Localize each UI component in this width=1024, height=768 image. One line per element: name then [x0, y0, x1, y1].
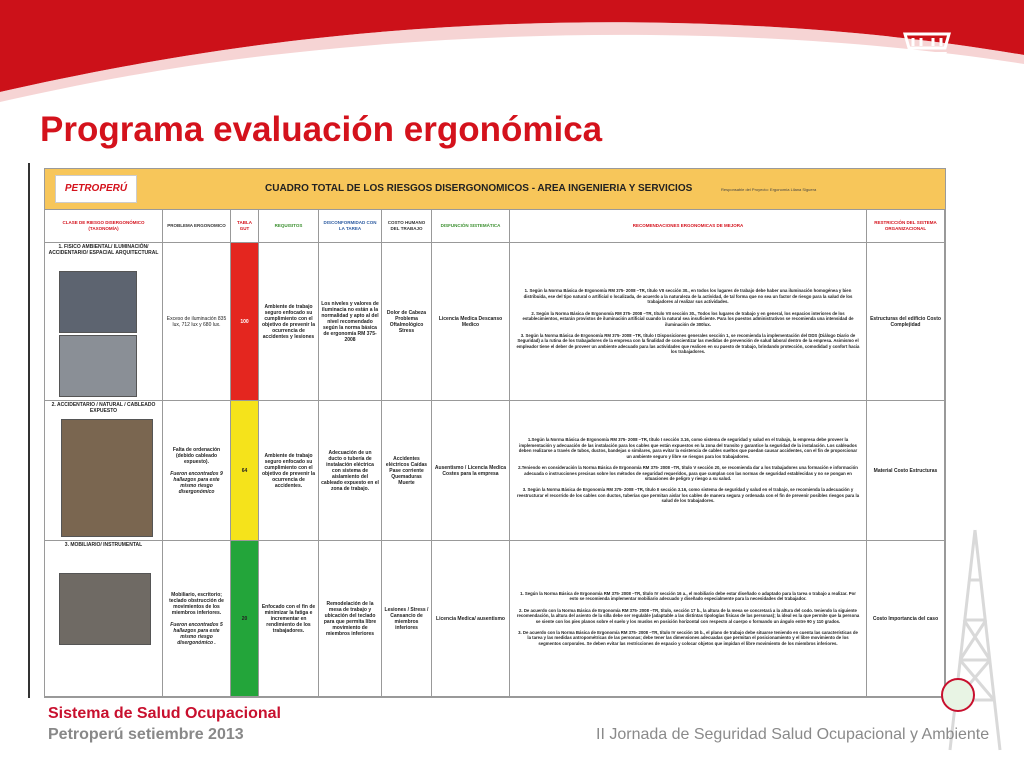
- row2-problem: Falta de ordenación (debido cableado expuesto).: [172, 446, 221, 465]
- header-taxonomy: CLASE DE RIESGO DISERGONÓMICO (TAXONOMÍA): [45, 209, 163, 243]
- row3-requirements: Enfocado con el fin de minimizar la fatiga e incrementar en rendimiento de los trabajadores.: [259, 541, 319, 697]
- header-requirements: REQUISITOS: [259, 209, 319, 243]
- row3-gut: 20: [231, 541, 259, 697]
- oil-tower-icon: [930, 520, 1020, 760]
- row2-problem-cell: [163, 401, 231, 541]
- header-nonconformity: DISCONFORMIDAD CON LA TAREA: [319, 209, 382, 243]
- row2-problem-note: Fueron encontrados 9 hallazgos para este mismo riesgo disergonómico: [170, 470, 223, 495]
- row3-rec-1: 1. Según la Norma Básica de Ergonomía RM 375- 2008 –TR, título IV sección 16 a., el mobiliario debe estar diseñado o adaptado para la tarea o trabajo a realizar. Por esto se recomienda implementar mobiliario adecuado y diseñado especialmente para la necesidades del trabajador.: [520, 590, 856, 602]
- row1-photo-1: [59, 271, 137, 333]
- footer-event: II Jornada de Seguridad Salud Ocupacional y Ambiente: [596, 726, 990, 743]
- row1-problem: Exceso de iluminación 835 lux, 712 lux y 680 lux.: [166, 315, 227, 328]
- sheet-logo: PETROPERÚ: [55, 175, 137, 203]
- row3-recommendations: [510, 541, 867, 697]
- row1-restriction: Estructuras del edificio Costo Complejidad: [867, 243, 945, 401]
- row1-human-cost: Dolor de Cabeza Problema Oftalmológico Stress: [382, 243, 432, 401]
- row3-taxonomy: 3. MOBILIARIO/ INSTRUMENTAL: [64, 542, 143, 548]
- header-human-cost: COSTO HUMANO DEL TRABAJO: [382, 209, 432, 243]
- row1-photo-2: [59, 335, 137, 397]
- header-dysfunction: DISFUNCIÓN SISTEMÁTICA: [432, 209, 510, 243]
- row3-taxonomy-cell: [45, 541, 163, 697]
- row1-taxonomy-cell: [45, 243, 163, 401]
- slide-title: Programa evaluación ergonómica: [40, 110, 603, 149]
- row3-dysfunction: Licencia Medica/ ausentismo: [432, 541, 510, 697]
- row2-dysfunction: Ausentismo / Licencia Medica Costes para la empresa: [432, 401, 510, 541]
- row1-recommendations: [510, 243, 867, 401]
- sheet-title: CUADRO TOTAL DE LOS RIESGOS DISERGONOMICOS - AREA INGENIERIA Y SERVICIOS: [265, 183, 693, 194]
- row2-photo: [61, 419, 153, 537]
- header-swoosh: [0, 0, 1024, 110]
- row3-problem: Mobiliario, escritorio; teclado obstrucción de movimientos de los miembros inferiores.: [169, 591, 224, 616]
- petroperu-logo: [872, 30, 982, 90]
- row2-requirements: Ambiente de trabajo seguro enfocado su cumplimiento con el objetivo de prevenir la ocurrencia de accidentes.: [259, 401, 319, 541]
- row3-photo: [59, 573, 151, 645]
- logo-text: PETROPERÚ: [887, 70, 967, 84]
- row3-rec-3: 3. De acuerdo con la Norma Básica de Ergonomía RM 375- 2008 –TR, título IV sección 16 b., el plano de trabajo debe situarse teniendo en cuenta las características de la tarea y las medidas antropométricas de las personas; debe tener las dimensiones adecuadas que permitan el posicionamiento y el libre movimiento de los segmentos corporales. Se deben evitar las restricciones de espacio y colocar objetos que impidan el libre movimiento de los miembros inferiores.: [518, 629, 858, 646]
- row2-rec-3: 3. Según la Norma Básica de Ergonomía RM 375- 2008 –TR, título II sección 3.16, como sistema de seguridad y salud en el trabajo, se recomienda la adecuación y reestructurar el recorrido de los cables con ductos, tuberías que permitan aislar los cables de manera segura y ordenada con el fin de prevenir posibles riesgos para la salud de los trabajadores.: [516, 487, 860, 504]
- header-restriction: RESTRICCIÓN DEL SISTEMA ORGANIZACIONAL: [867, 209, 945, 243]
- row1-taxonomy: 1. FISICO AMBIENTAL/ ILUMINACIÓN/ ACCIDENTARIO/ ESPACIAL ARQUITECTURAL: [48, 244, 159, 256]
- row1-dysfunction: Licencia Medica Descanso Medico: [432, 243, 510, 401]
- row2-nonconformity: Adecuación de un ducto o tubería de instalación eléctrica con sistema de aislamiento del cableado expuesto en el zona de trabajo.: [319, 401, 382, 541]
- row2-gut: 64: [231, 401, 259, 541]
- row2-rec-1: 1.Según la Norma Básica de Ergonomía RM 375- 2008 –TR, título I sección 3.16, como sistema de seguridad y salud en el trabajo, la empresa debe proveer la implementación y adecuación de las instalación para los cables que están expuestos en la zona del transito y garantice la seguridad de la instalación. Los cableados deben realizarse a través de tubos, ductos, bandejas o similares, para evitar la existencia de cables sueltos que puedan causar accidentes, con el fin de proporcionar un ambiente seguro y libre se riesgos para los trabajadores.: [518, 437, 858, 459]
- risk-table-sheet: [44, 168, 946, 698]
- row2-restriction: Material Costo Estructuras: [867, 401, 945, 541]
- risk-table: [45, 209, 945, 697]
- header-recommendations: RECOMENDACIONES ERGONOMICAS DE MEJORA: [510, 209, 867, 243]
- row2-human-cost: Accidentes eléctricos Caídas Pase corriente Quemaduras Muerte: [382, 401, 432, 541]
- row1-requirements: Ambiente de trabajo seguro enfocado su cumplimiento con el objetivo de prevenir la ocurrencia de accidentes y lesiones: [259, 243, 319, 401]
- row3-rec-2: 2. De acuerdo con la Norma Básica de Ergonomía RM 375- 2008 –TR, título, sección 17 b., la altura de la mesa se concretará a la altura del codo. teniendo la siguiente recomendación, la altura del asiento de la silla debe ser regulable (adaptable a las distintas tipologías físicas de las personas); la ideal es la que permite que la persona se siente con los pies planos sobre el suelo y los muslos en posición horizontal con respecto al cuerpo o formando un ángulo entre 90 y 110 grados.: [516, 607, 860, 624]
- row1-problem-cell: [163, 243, 231, 401]
- row2-taxonomy-cell: [45, 401, 163, 541]
- row2-rec-2: 2.Teniendo en consideración la Norma Básica de Ergonomía RM 375- 2008 –TR, título V sección 20, se recomienda dar a los trabajadores una formación e información adecuada o instrucciones precisas sobre los métodos de seguridad requeridos, para que cumplan con las normas de seguridad establecidas y no se pongan en situaciones de peligro y riesgo a su salud.: [518, 465, 858, 481]
- left-rule: [28, 163, 30, 698]
- row3-restriction: Costo Importancia del caso: [867, 541, 945, 697]
- row2-taxonomy: 2. ACCIDENTARIO / NATURAL / CABLEADO EXPUESTO: [51, 402, 156, 414]
- header-gut: TABLA GUT: [231, 209, 259, 243]
- footer-date: Petroperú setiembre 2013: [48, 726, 244, 743]
- row1-rec-1: 1. Según la Norma Básica de Ergonomía RM 375- 2008 –TR, título VII sección 30., en todos los lugares de trabajo debe haber una iluminación homogénea y bien distribuida, ese del tipo natural o artificial o localizada, de acuerdo a la naturaleza de la actividad, de tal forma que no sea un factor de riesgo para la salud de los trabajadores al realizar sus actividades.: [523, 288, 853, 305]
- row3-human-cost: Lesiones / Stress / Cansancio de miembros inferiores: [382, 541, 432, 697]
- row1-gut: 100: [231, 243, 259, 401]
- footer-program: Sistema de Salud Ocupacional: [48, 705, 281, 722]
- header-problem: PROBLEMA ERGONOMICO: [163, 209, 231, 243]
- row3-problem-cell: [163, 541, 231, 697]
- row3-problem-note: Fueron encontrados 5 hallazgos para este mismo riesgo disergonómico .: [170, 621, 223, 646]
- row1-rec-2: 2. Según la Norma Básica de Ergonomía RM 375- 2008 –TR, título VII sección 30., Todos los lugares de trabajo y en general, los espacios interiores de los establecimientos, estarán provistos de iluminación artificial cuando la natural sea insuficiente. Para los puestos administrativos se recomienda una intensidad de iluminación de 300lux.: [522, 310, 854, 327]
- row3-nonconformity: Remodelación de la mesa de trabajo y ubicación del teclado para que permita libre movimiento de miembros inferiores: [319, 541, 382, 697]
- sheet-header-band: [45, 169, 945, 210]
- row2-recommendations: [510, 401, 867, 541]
- row1-nonconformity: Los niveles y valores de iluminacia no están a la normalidad y apto al del nivel recomendado según la norma básica de ergonomía RM 375-2008: [319, 243, 382, 401]
- sheet-responsible: Responsable del Proyecto: Ergonomía Lilana Siguera: [721, 187, 817, 192]
- logo-emblem-icon: [897, 30, 957, 66]
- row1-rec-3: 3. Según la Norma Básica de Ergonomía RM 375- 2008 –TR, título I Disposiciones generales sección 1, se recomienda la implementación del DDS (Diálogo Diario de Seguridad) a la rutina de los trabajadores de la empresa con la finalidad de concientizar las medidas de prevención de salud laboral dentro de la empresa. Asimismo el empleador tiene el deber de proveer un ambiente adecuado para las actividades que realicen en su puesto de trabajo, brindando protección, comodidad y confort hacia los trabajadores.: [516, 332, 860, 355]
